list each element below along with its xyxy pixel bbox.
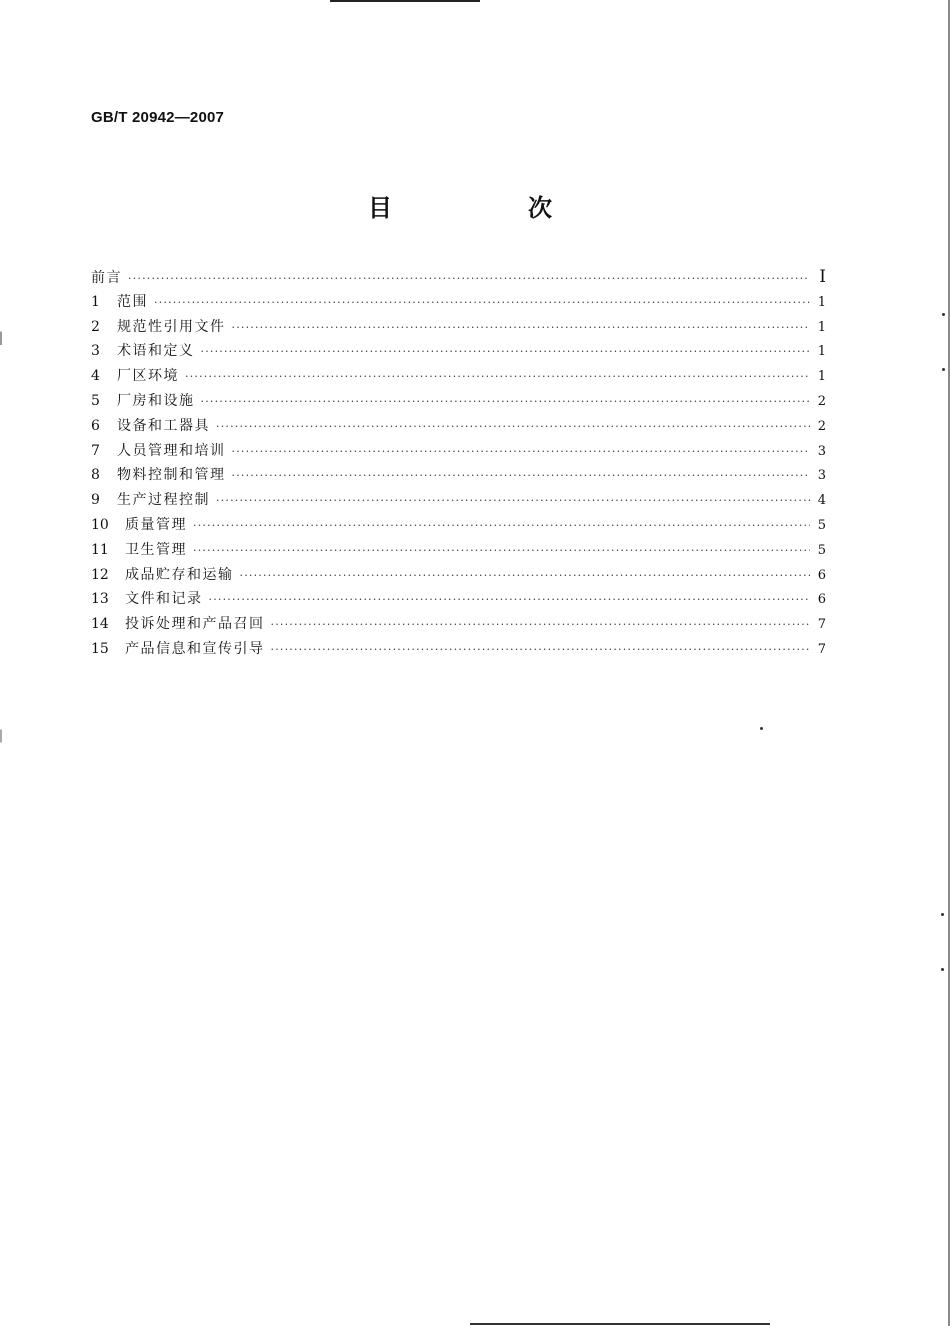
toc-entry[interactable] [91,538,826,563]
toc-leader-dots [185,365,810,390]
toc-entry-page: 5 [817,542,826,558]
toc-leader-dots [128,267,810,292]
toc-entry[interactable] [91,513,826,538]
toc-entry[interactable] [91,290,826,315]
toc-entry-page: 3 [817,443,826,459]
toc-entry[interactable] [91,339,826,364]
toc-entry-page: Ⅰ [819,267,826,287]
toc-entry-number: 12 [91,566,109,583]
toc-leader-dots [154,291,810,316]
scan-speck [942,368,945,371]
toc-entry-page: 7 [817,617,826,633]
toc-leader-dots [240,564,811,589]
toc-entry-label: 厂区环境 [117,368,179,385]
toc-entry-number: 2 [91,318,100,335]
toc-entry-label: 厂房和设施 [117,392,195,409]
toc-entry-label: 范围 [117,293,148,310]
toc-leader-dots [216,489,810,514]
toc-entry-number: 6 [91,417,100,434]
toc-entry[interactable] [91,265,826,290]
toc-entry-label: 投诉处理和产品召回 [125,616,265,633]
toc-entry-number: 14 [91,616,109,633]
toc-entry-label: 质量管理 [125,516,187,533]
toc-leader-dots [216,415,810,440]
toc-entry[interactable] [91,563,826,588]
toc-entry-page: 5 [817,517,826,533]
scan-speck [941,968,944,971]
toc-entry-number: 1 [91,293,100,310]
toc-entry-label: 前言 [91,270,122,286]
toc-entry-number: 4 [91,368,100,385]
standard-code: GB/T 20942—2007 [91,109,225,126]
toc-entry-number: 3 [91,343,100,360]
toc-entry-label: 成品贮存和运输 [125,566,234,583]
toc-entry-number: 11 [91,541,109,558]
toc-entry-page: 7 [817,641,826,657]
toc-entry-page: 3 [817,468,826,484]
toc-entry-page: 1 [817,294,826,310]
toc-leader-dots [201,340,811,365]
toc-entry-number: 7 [91,442,100,459]
toc-entry[interactable] [91,414,826,439]
toc-entry-label: 产品信息和宣传引导 [125,640,265,657]
toc-entry[interactable] [91,315,826,340]
scan-speck [760,727,763,730]
toc-entry-number: 13 [91,591,109,608]
toc-entry-label: 术语和定义 [117,343,195,360]
toc-entry-label: 文件和记录 [125,591,203,608]
toc-entry[interactable] [91,587,826,612]
toc-entry[interactable] [91,389,826,414]
scan-speck [941,913,944,916]
toc-leader-dots [193,514,810,539]
toc-leader-dots [201,390,811,415]
toc-entry-number: 10 [91,516,109,533]
toc-entry[interactable] [91,364,826,389]
toc-entry-page: 1 [817,344,826,360]
toc-entry-page: 1 [817,369,826,385]
toc-entry[interactable] [91,488,826,513]
toc-entry[interactable] [91,612,826,637]
toc-entry-label: 物料控制和管理 [117,467,226,484]
table-of-contents [91,265,826,662]
toc-entry[interactable] [91,463,826,488]
toc-leader-dots [193,539,810,564]
toc-leader-dots [232,440,811,465]
scan-speck [942,313,945,316]
toc-entry-label: 设备和工器具 [117,417,210,434]
toc-entry[interactable] [91,439,826,464]
toc-entry-page: 4 [817,493,826,509]
toc-entry-label: 人员管理和培训 [117,442,226,459]
toc-entry-label: 规范性引用文件 [117,318,226,335]
toc-entry-number: 9 [91,492,100,509]
toc-entry-page: 6 [817,567,826,583]
toc-leader-dots [209,588,811,613]
toc-entry-number: 15 [91,640,109,657]
toc-entry-page: 2 [817,393,826,409]
toc-leader-dots [232,316,811,341]
toc-entry-label: 卫生管理 [125,541,187,558]
toc-entry-page: 1 [817,319,826,335]
toc-entry-number: 5 [91,392,100,409]
toc-leader-dots [271,613,811,638]
toc-entry-number: 8 [91,467,100,484]
toc-entry-label: 生产过程控制 [117,492,210,509]
scan-artifact-bottom [470,1323,770,1325]
scan-artifact-top [330,0,480,2]
toc-title: 目 次 [368,194,608,222]
toc-leader-dots [271,638,811,663]
toc-leader-dots [232,464,811,489]
toc-entry[interactable] [91,637,826,662]
toc-entry-page: 6 [817,592,826,608]
toc-entry-page: 2 [817,418,826,434]
